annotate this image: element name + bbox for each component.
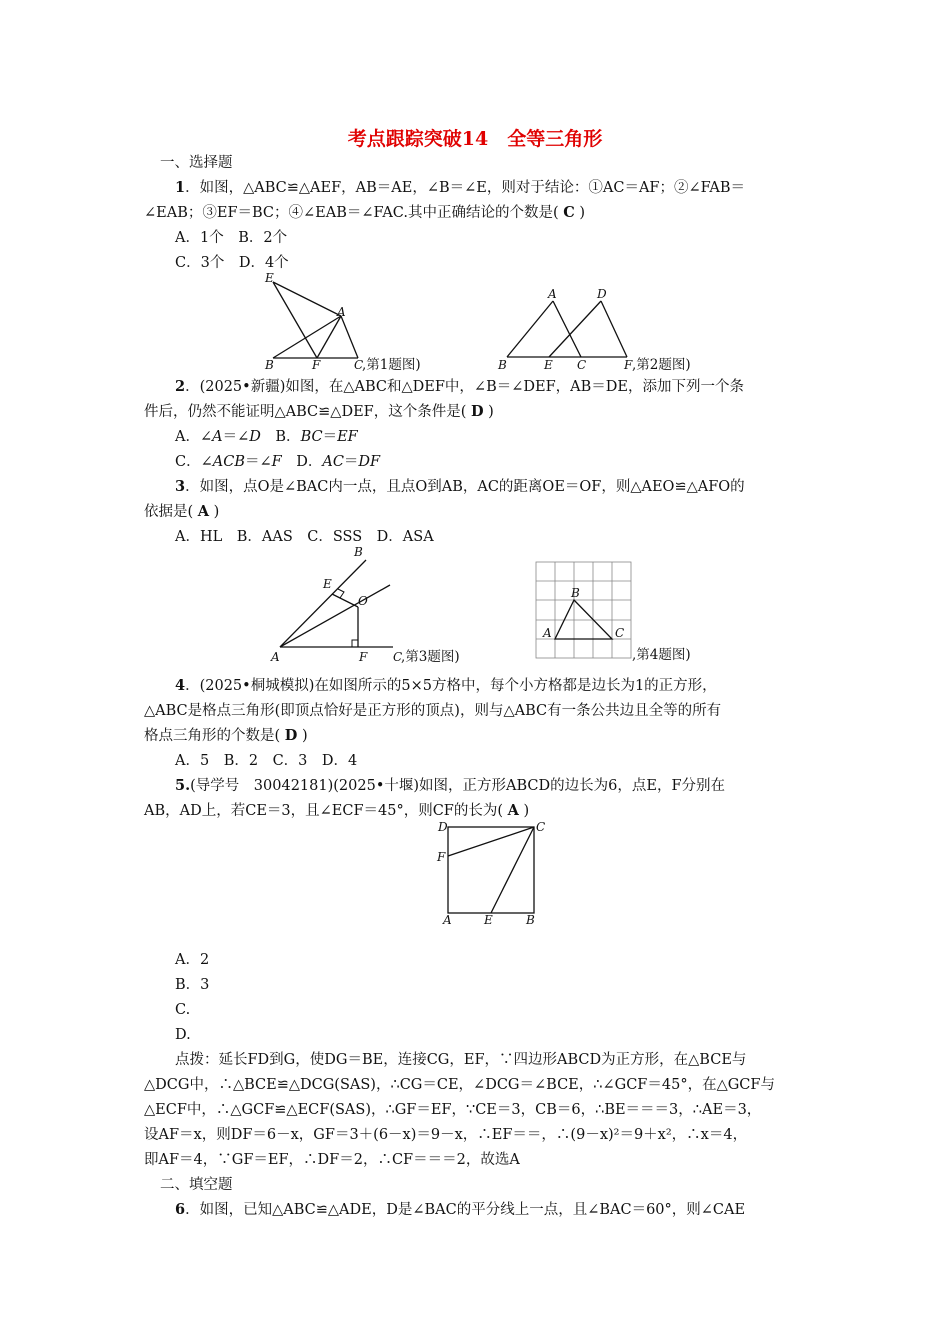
fig1-label-F: F <box>312 358 321 372</box>
question-5-line2: AB，AD上，若CE＝3，且∠ECF＝45°，则CF的长为( A ) <box>144 802 530 819</box>
fig2-label-B: B <box>498 358 507 372</box>
page-title: 考点跟踪突破14 全等三角形 <box>347 128 603 150</box>
fig2-label-A: A <box>548 287 557 301</box>
fig5-label-E: E <box>484 913 493 927</box>
question-4-line2: △ABC是格点三角形(即顶点恰好是正方形的顶点)，则与△ABC有一条公共边且全等的所有 <box>144 703 722 719</box>
answer-3: A <box>197 503 210 520</box>
question-3-options: A．HL B．AAS C．SSS D．ASA <box>175 529 434 545</box>
figure-5 <box>434 818 554 928</box>
question-5-option-b: B．3 <box>175 977 210 993</box>
answer-5: A <box>507 802 519 819</box>
fig4-label-C: C <box>615 626 625 640</box>
question-1-line1: 1．如图，△ABC≌△AEF，AB＝AE，∠B＝∠E，则对于结论：①AC＝AF；②∠FAB＝ <box>175 179 746 196</box>
question-5-option-a: A．2 <box>175 952 210 968</box>
question-4-line1: 4．(2025•桐城模拟)在如图所示的5×5方格中，每个小方格都是边长为1的正方形， <box>175 677 717 694</box>
question-3-line1: 3．如图，点O是∠BAC内一点，且点O到AB，AC的距离OE＝OF，则△AEO≌△AFO的 <box>175 478 745 495</box>
question-3-line2: 依据是( A ) <box>144 503 220 520</box>
question-5-line1: 5.(导学号 30042181)(2025•十堰)如图，正方形ABCD的边长为6，点E，F分别在 <box>175 777 726 794</box>
figure-2 <box>493 283 733 383</box>
figure-4 <box>535 562 755 667</box>
fig5-label-D: D <box>438 820 448 834</box>
hint-line5: 即AF＝4，∵GF＝EF，∴DF＝2，∴CF＝＝＝2，故选A <box>144 1152 520 1168</box>
question-1-options-cd: C．3个 D．4个 <box>175 255 289 271</box>
fig2-label-F: F <box>624 358 633 372</box>
question-2-options-cd: C．∠ACB＝∠F D．AC＝DF <box>175 454 381 470</box>
question-1-options-ab: A．1个 B．2个 <box>175 230 288 246</box>
question-6-line1: 6．如图，已知△ABC≌△ADE，D是∠BAC的平分线上一点，且∠BAC＝60°，则∠CAE <box>175 1201 746 1218</box>
answer-1: C <box>563 204 575 221</box>
hint-line4: 设AF＝x，则DF＝6－x，GF＝3＋(6－x)＝9－x，∴EF＝＝，∴(9－x)²＝9＋x²，∴x＝4， <box>144 1127 748 1143</box>
section-choice-heading: 一、选择题 <box>160 155 233 171</box>
hint-line1: 点拨：延长FD到G，使DG＝BE，连接CG，EF，∵四边形ABCD为正方形，在△BCE与 <box>175 1052 747 1068</box>
question-2-line2: 件后，仍然不能证明△ABC≌△DEF，这个条件是( D ) <box>144 403 494 420</box>
fig3-label-A: A <box>271 650 280 664</box>
question-1-line2: ∠EAB；③EF＝BC；④∠EAB＝∠FAC.其中正确结论的个数是( C ) <box>144 204 586 221</box>
fig2-label-C: C <box>577 358 587 372</box>
question-4-options: A．5 B．2 C．3 D．4 <box>175 753 358 769</box>
figure-3 <box>268 545 498 670</box>
fig2-label-D: D <box>597 287 607 301</box>
fig3-label-E: E <box>323 577 332 591</box>
question-4-line3: 格点三角形的个数是( D ) <box>144 727 308 744</box>
fig3-label-C: C <box>393 650 403 664</box>
fig5-label-C: C <box>536 820 546 834</box>
question-5-option-c: C. <box>175 1002 191 1018</box>
fig1-label-C: C <box>354 358 364 372</box>
fig3-label-F: F <box>359 650 368 664</box>
hint-line2: △DCG中，∴△BCE≌△DCG(SAS)，∴CG＝CE，∠DCG＝∠BCE，∴∠GCF＝45°，在△GCF与 <box>144 1077 775 1093</box>
fig1-label-B: B <box>265 358 274 372</box>
fig5-label-B: B <box>526 913 535 927</box>
fig3-label-B: B <box>354 545 363 559</box>
answer-4: D <box>284 727 298 744</box>
hint-line3: △ECF中，∴△GCF≌△ECF(SAS)，∴GF＝EF，∵CE＝3，CB＝6，∴BE＝＝＝3，∴AE＝3， <box>144 1102 762 1118</box>
question-2-options-ab: A．∠A＝∠D B．BC＝EF <box>175 429 358 445</box>
figure-3-caption: ,第3题图) <box>401 649 460 665</box>
fig2-label-E: E <box>544 358 553 372</box>
answer-2: D <box>470 403 484 420</box>
figure-2-caption: ,第2题图) <box>632 357 691 373</box>
question-5-option-d: D. <box>175 1027 191 1043</box>
fig4-label-A: A <box>543 626 552 640</box>
figure-1-caption: ,第1题图) <box>362 357 421 373</box>
figure-4-caption: ,第4题图) <box>632 647 691 663</box>
fig1-label-E: E <box>265 271 274 285</box>
question-2-line1: 2．(2025•新疆)如图，在△ABC和△DEF中，∠B＝∠DEF，AB＝DE，添加下列一个条 <box>175 378 744 395</box>
fig4-label-B: B <box>571 586 580 600</box>
section-fill-heading: 二、填空题 <box>160 1177 233 1193</box>
fig3-label-O: O <box>358 594 368 608</box>
figure-1 <box>255 270 475 380</box>
fig5-label-A: A <box>443 913 452 927</box>
fig5-label-F: F <box>437 850 446 864</box>
fig1-label-A: A <box>337 305 346 319</box>
